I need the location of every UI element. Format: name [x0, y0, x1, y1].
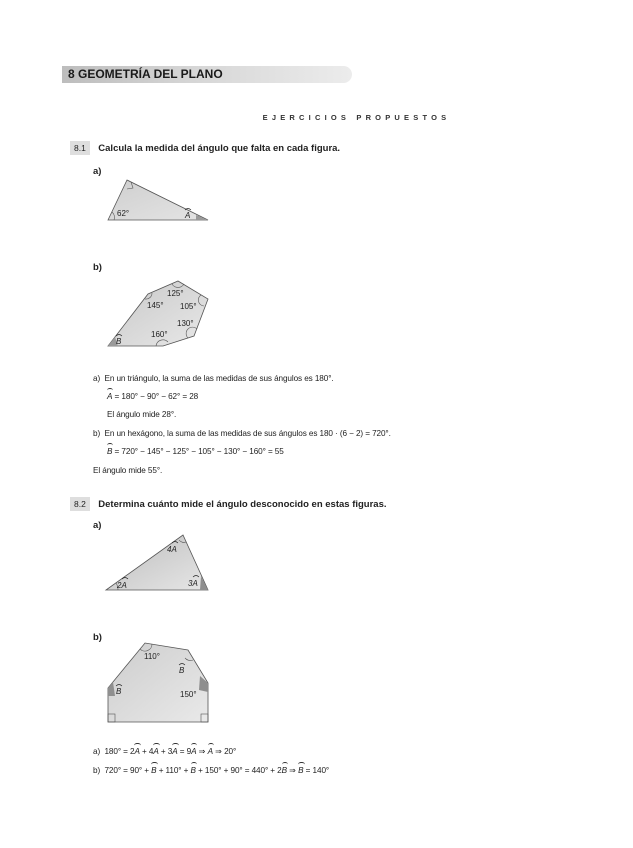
- solution-b-line2: [107, 447, 284, 456]
- question-8-2: [70, 494, 387, 512]
- solution-label: b): [93, 766, 101, 775]
- variable-a: A: [107, 392, 113, 401]
- angle-label: 130°: [177, 319, 194, 328]
- question-text: Determina cuánto mide el ángulo desconocido en estas figuras.: [98, 499, 387, 510]
- variable-b: B: [281, 766, 287, 775]
- solution-b-line3: El ángulo mide 55°.: [93, 466, 163, 475]
- part-label-a: a): [93, 520, 102, 531]
- section-title: EJERCICIOS PROPUESTOS: [262, 113, 451, 122]
- angle-shade: [200, 576, 208, 590]
- angle-label: 2A: [117, 581, 127, 590]
- variable-a: A: [172, 747, 178, 756]
- pentagon-figure-2b: [100, 638, 215, 726]
- part-label-a: a): [93, 166, 102, 177]
- hexagon-figure-b: [100, 272, 230, 354]
- angle-label: 150°: [180, 690, 197, 699]
- solution-a-line2: [107, 392, 198, 401]
- solution-text: + 3: [158, 747, 173, 756]
- solution-2a: [93, 746, 236, 756]
- solution-text: En un hexágono, la suma de las medidas de sus ángulos es 180 · (6 − 2) = 720°.: [104, 429, 391, 438]
- solution-text: + 150° + 90° = 440° + 2: [195, 766, 282, 775]
- angle-label: 145°: [147, 301, 164, 310]
- variable-a: A: [153, 747, 159, 756]
- angle-label: 3A: [188, 579, 198, 588]
- solution-label: a): [93, 747, 101, 756]
- solution-label: a): [93, 374, 101, 383]
- variable-a: A: [207, 747, 213, 756]
- angle-label: 125°: [167, 289, 184, 298]
- unknown-angle-label: B: [116, 687, 122, 696]
- solution-a-line3: El ángulo mide 28°.: [107, 410, 177, 419]
- solution-text: = 180° − 90° − 62° = 28: [112, 392, 199, 401]
- triangle-figure-2a: [100, 528, 215, 594]
- variable-a: A: [134, 747, 140, 756]
- solution-text: ⇒: [196, 747, 208, 756]
- solution-text: 720° = 90° +: [104, 766, 152, 775]
- angle-label: 105°: [180, 302, 197, 311]
- solution-text: ⇒: [287, 766, 299, 775]
- solution-text: + 110° +: [156, 766, 191, 775]
- angle-label: 160°: [151, 330, 168, 339]
- solution-label: b): [93, 429, 101, 438]
- variable-b: B: [107, 447, 113, 456]
- question-number: 8.2: [70, 497, 90, 511]
- page-title: 8 GEOMETRÍA DEL PLANO: [68, 67, 223, 81]
- angle-label: 4A: [167, 545, 177, 554]
- solution-text: = 720° − 145° − 125° − 105° − 130° − 160° = 55: [112, 447, 284, 456]
- unknown-angle-label: A: [185, 211, 191, 220]
- solution-text: = 140°: [303, 766, 330, 775]
- variable-a: A: [191, 747, 197, 756]
- unknown-angle-label: B: [116, 337, 122, 346]
- solution-text: = 9: [177, 747, 192, 756]
- solution-a-line1: [93, 374, 334, 383]
- solution-text: 180° = 2: [104, 747, 135, 756]
- part-label-b: b): [93, 632, 102, 643]
- solution-b-line1: [93, 429, 391, 438]
- solution-text: ⇒ 20°: [212, 747, 237, 756]
- triangle-figure-a: [100, 172, 220, 227]
- question-text: Calcula la medida del ángulo que falta en cada figura.: [98, 143, 341, 154]
- variable-b: B: [298, 766, 304, 775]
- variable-b: B: [190, 766, 196, 775]
- angle-label: 62°: [117, 209, 130, 218]
- solution-text: + 4: [139, 747, 154, 756]
- solution-text: En un triángulo, la suma de las medidas de sus ángulos es 180°.: [104, 374, 334, 383]
- question-8-1: [70, 138, 340, 156]
- question-number: 8.1: [70, 141, 90, 155]
- variable-b: B: [151, 766, 157, 775]
- angle-label: 110°: [144, 652, 160, 661]
- unknown-angle-label: B: [179, 666, 185, 675]
- solution-2b: [93, 765, 329, 775]
- part-label-b: b): [93, 262, 102, 273]
